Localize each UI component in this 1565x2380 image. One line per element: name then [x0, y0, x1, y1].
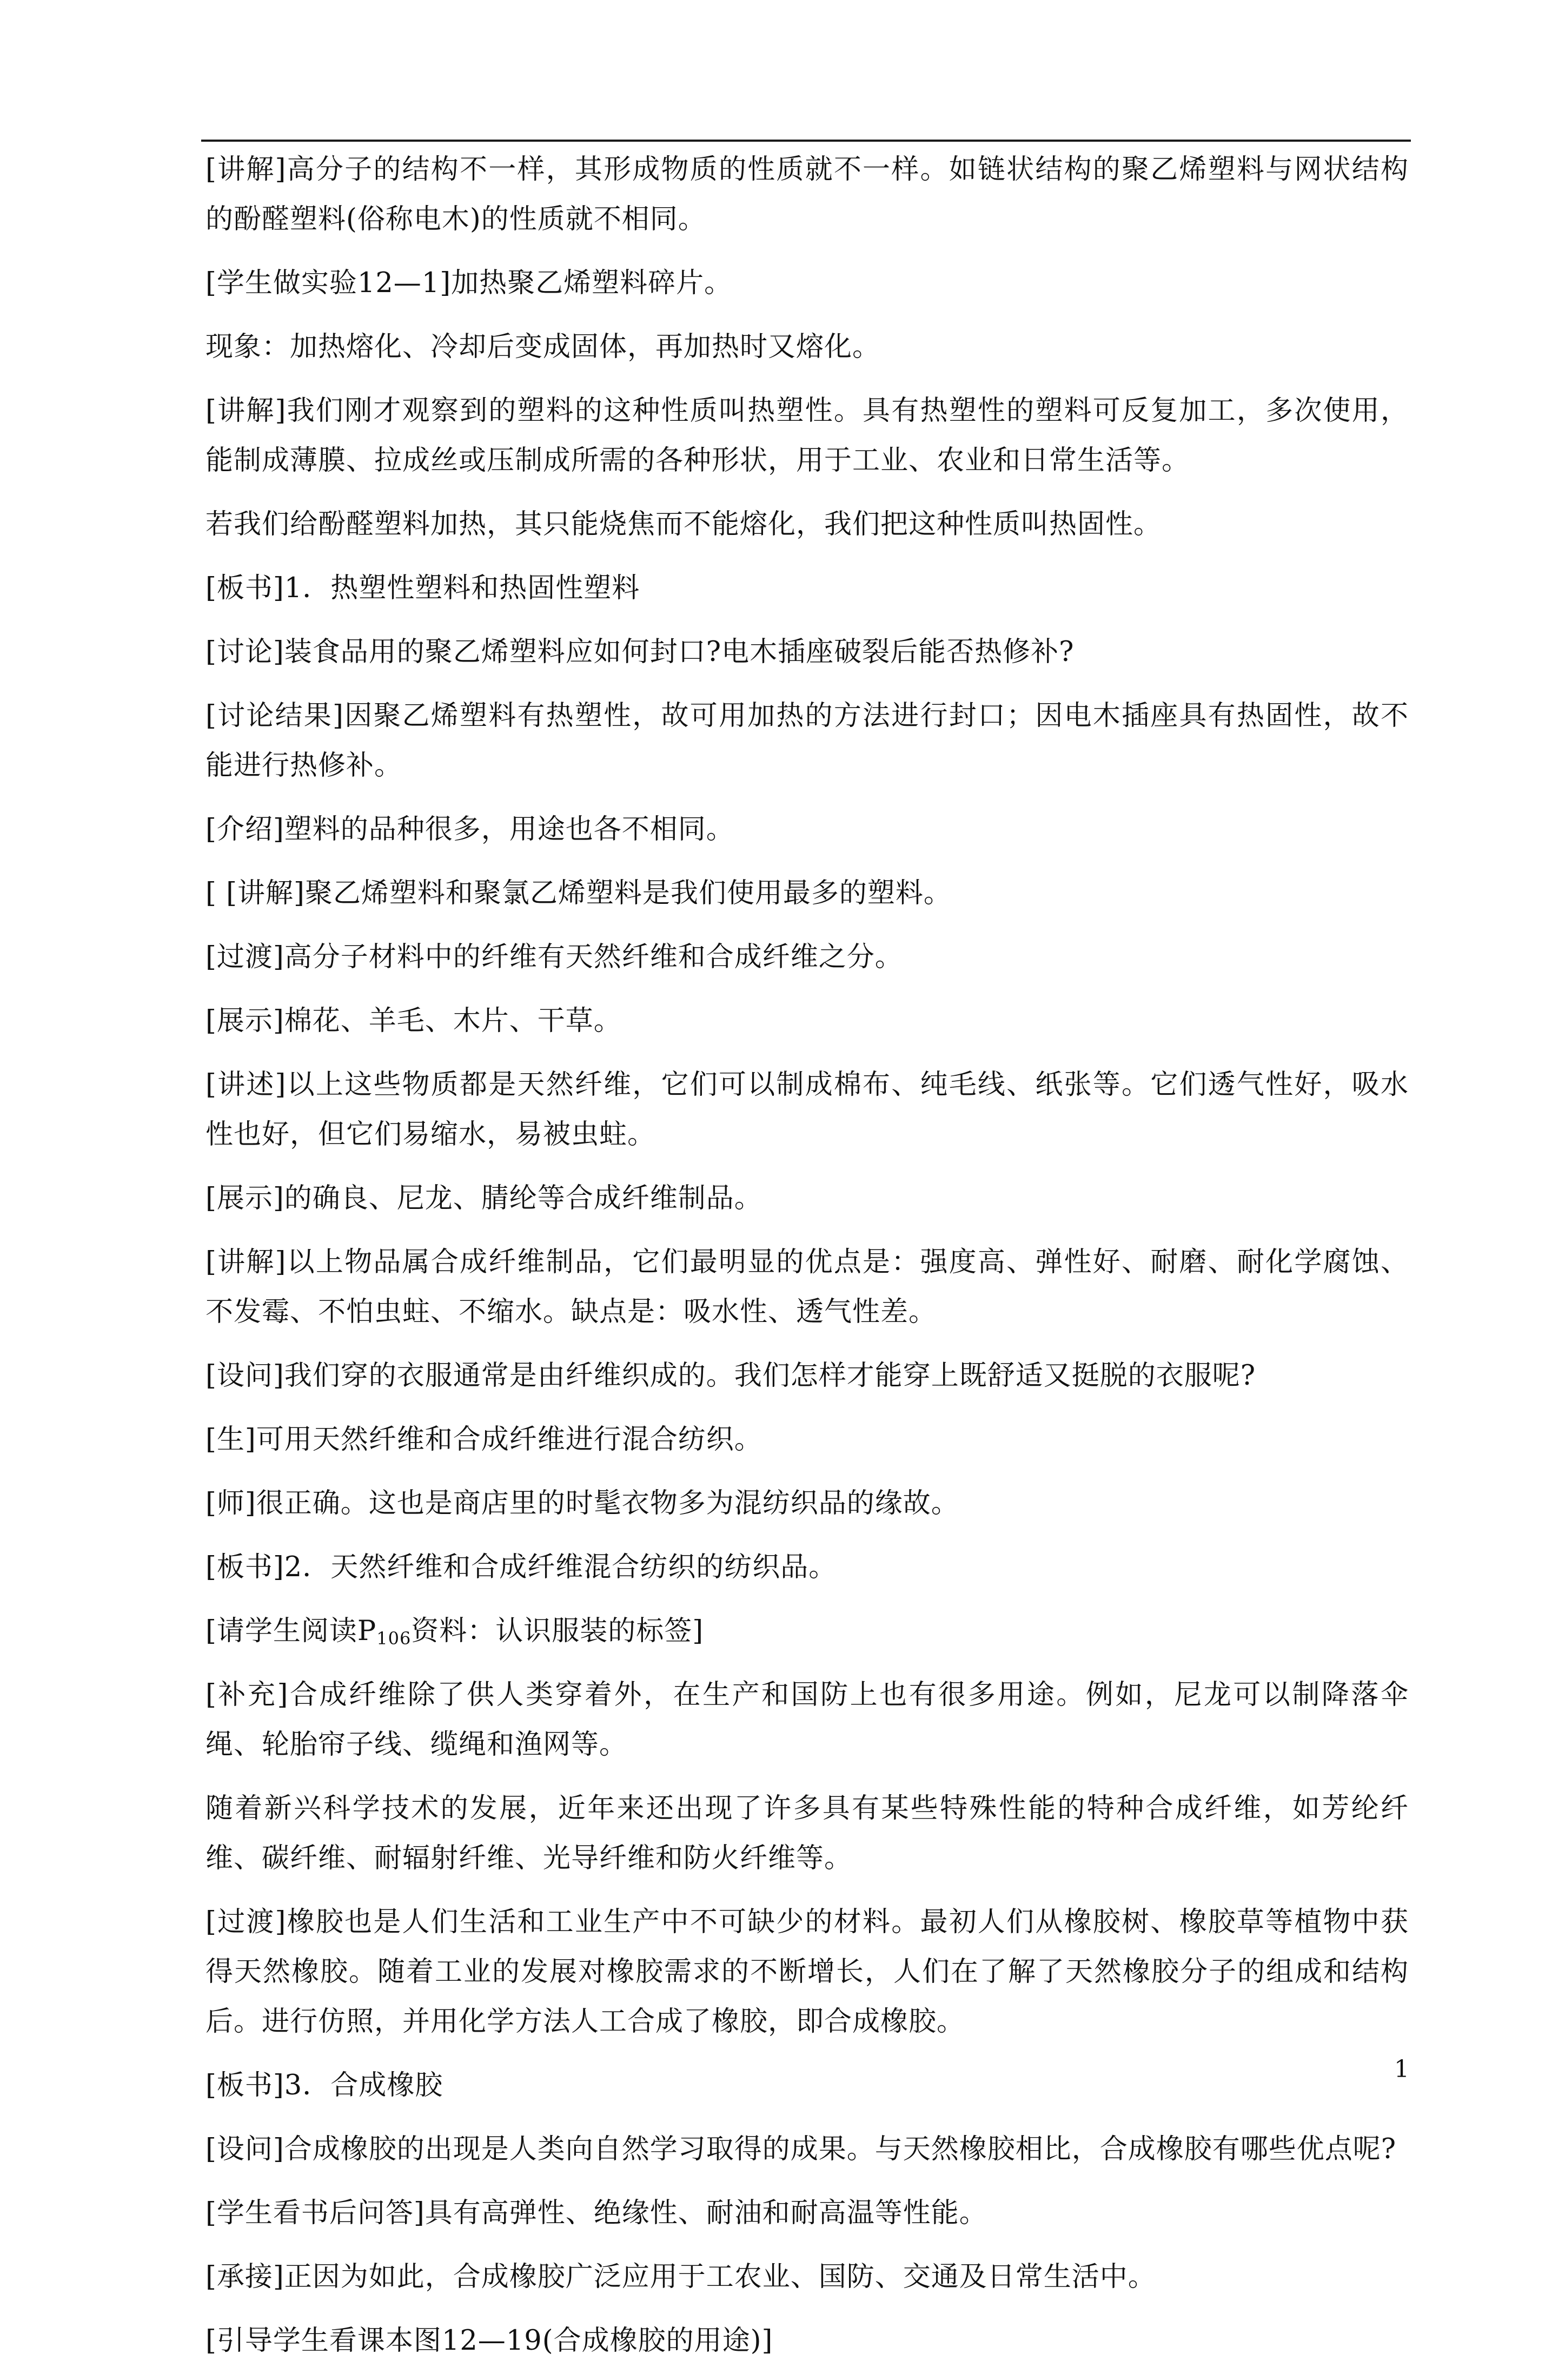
paragraph: [过渡]橡胶也是人们生活和工业生产中不可缺少的材料。最初人们从橡胶树、橡胶草等植物中获得天然橡胶。随着工业的发展对橡胶需求的不断增长，人们在了解了天然橡胶分子的组成和结构后。进行仿照，并用化学方法人工合成了橡胶，即合成橡胶。 — [205, 1906, 1409, 2038]
paragraph: [引导学生看课本图12—19(合成橡胶的用途)] — [205, 2325, 773, 2357]
paragraph: [师]很正确。这也是商店里的时髦衣物多为混纺织品的缘故。 — [205, 1488, 959, 1519]
paragraph: [板书]3．合成橡胶 — [205, 2070, 443, 2101]
page-number: 1 — [1394, 2055, 1409, 2083]
paragraph: [讨论]装食品用的聚乙烯塑料应如何封口?电木插座破裂后能否热修补? — [205, 636, 1075, 668]
paragraph: [学生看书后问答]具有高弹性、绝缘性、耐油和耐高温等性能。 — [205, 2197, 987, 2229]
paragraph: [补充]合成纤维除了供人类穿着外，在生产和国防上也有很多用途。例如，尼龙可以制降落伞绳、轮胎帘子线、缆绳和渔网等。 — [205, 1679, 1409, 1761]
paragraph: [介绍]塑料的品种很多，用途也各不相同。 — [205, 814, 734, 845]
paragraph: [设问]我们穿的衣服通常是由纤维织成的。我们怎样才能穿上既舒适又挺脱的衣服呢? — [205, 1360, 1256, 1392]
paragraph: 若我们给酚醛塑料加热，其只能烧焦而不能熔化，我们把这种性质叫热固性。 — [205, 508, 1162, 540]
header-rule — [201, 140, 1411, 142]
paragraph: [展示]的确良、尼龙、腈纶等合成纤维制品。 — [205, 1182, 762, 1214]
paragraph: [ [讲解]聚乙烯塑料和聚氯乙烯塑料是我们使用最多的塑料。 — [205, 877, 952, 909]
paragraph: [讲解]我们刚才观察到的塑料的这种性质叫热塑性。具有热塑性的塑料可反复加工，多次使用，能制成薄膜、拉成丝或压制成所需的各种形状，用于工业、农业和日常生活等。 — [205, 395, 1409, 477]
paragraph: [展示]棉花、羊毛、木片、干草。 — [205, 1005, 622, 1037]
paragraph: [承接]正因为如此，合成橡胶广泛应用于工农业、国防、交通及日常生活中。 — [205, 2261, 1156, 2293]
paragraph: [讲述]以上这些物质都是天然纤维，它们可以制成棉布、纯毛线、纸张等。它们透气性好，吸水性也好，但它们易缩水，易被虫蛀。 — [205, 1069, 1409, 1151]
reading-instruction-text-tail: 资料：认识服装的标签] — [411, 1615, 704, 1647]
paragraph: [讲解]高分子的结构不一样，其形成物质的性质就不一样。如链状结构的聚乙烯塑料与网状结构的酚醛塑料(俗称电木)的性质就不相同。 — [205, 154, 1409, 235]
paragraph-reading-instruction — [205, 1606, 1409, 1656]
paragraph: [设问]合成橡胶的出现是人类向自然学习取得的成果。与天然橡胶相比，合成橡胶有哪些优点呢? — [205, 2133, 1397, 2165]
paragraph: [讨论结果]因聚乙烯塑料有热塑性，故可用加热的方法进行封口；因电木插座具有热固性，故不能进行热修补。 — [205, 700, 1409, 782]
reading-instruction-text: [请学生阅读P — [205, 1615, 377, 1647]
paragraph: [板书]2．天然纤维和合成纤维混合纺织的纺织品。 — [205, 1551, 837, 1583]
document-body — [205, 145, 1409, 2380]
paragraph: [学生做实验12—1]加热聚乙烯塑料碎片。 — [205, 267, 733, 299]
paragraph: 现象：加热熔化、冷却后变成固体，再加热时又熔化。 — [205, 331, 881, 363]
paragraph: [板书]1．热塑性塑料和热固性塑料 — [205, 572, 640, 604]
paragraph: 随着新兴科学技术的发展，近年来还出现了许多具有某些特殊性能的特种合成纤维，如芳纶纤维、碳纤维、耐辐射纤维、光导纤维和防火纤维等。 — [205, 1793, 1409, 1874]
paragraph: [生]可用天然纤维和合成纤维进行混合纺织。 — [205, 1424, 762, 1456]
page-subscript: 106 — [376, 1628, 412, 1649]
paragraph: [过渡]高分子材料中的纤维有天然纤维和合成纤维之分。 — [205, 941, 903, 973]
paragraph: [讲解]以上物品属合成纤维制品，它们最明显的优点是：强度高、弹性好、耐磨、耐化学腐蚀、不发霉、不怕虫蛀、不缩水。缺点是：吸水性、透气性差。 — [205, 1246, 1409, 1328]
